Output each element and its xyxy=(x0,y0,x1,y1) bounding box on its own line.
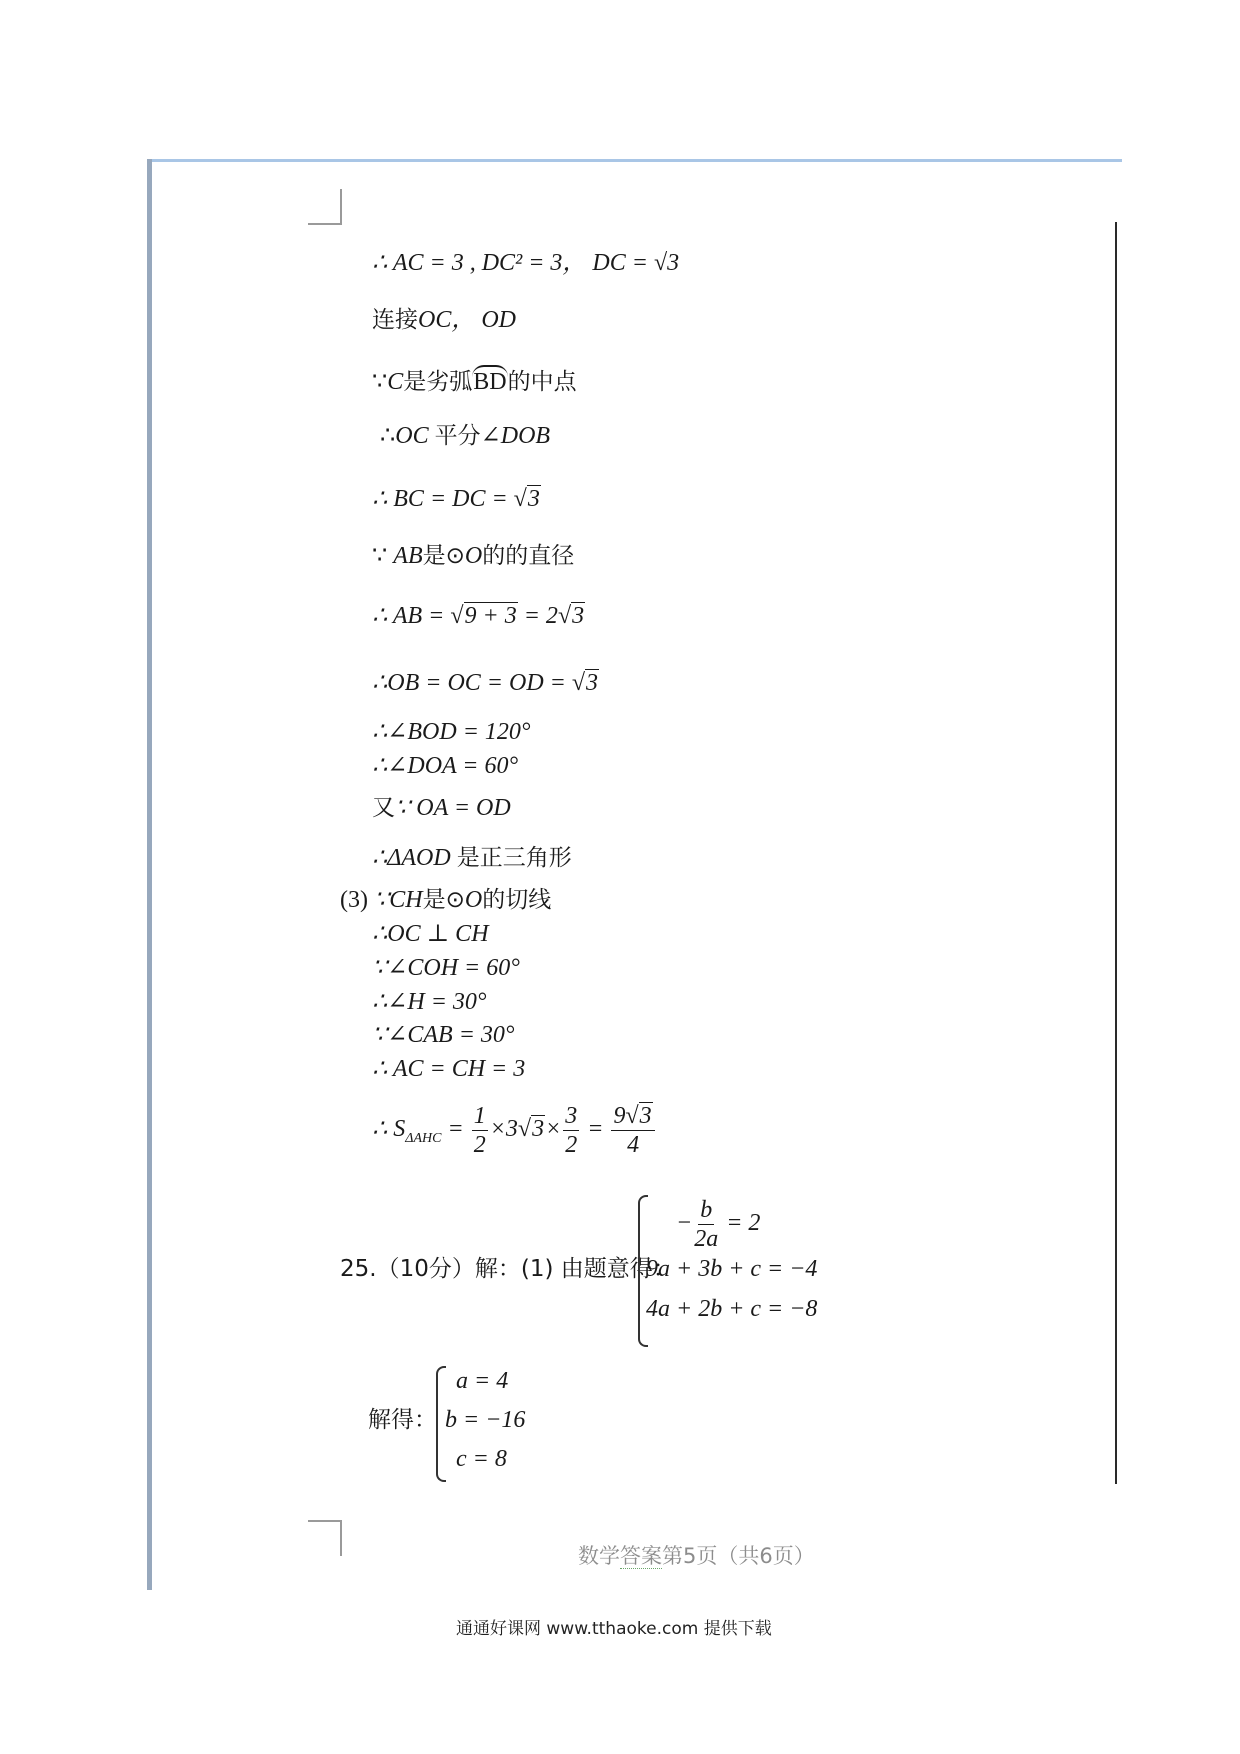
q25-label: 25.（10分）解：(1) 由题意得： xyxy=(340,1256,676,1282)
line-angle-coh: ∵∠COH = 60° xyxy=(372,955,520,981)
q25-eq2: 9a + 3b + c = −4 xyxy=(646,1256,818,1282)
page-corner-mark-bottom xyxy=(308,1520,342,1556)
page-top-border xyxy=(147,159,1122,162)
page-left-border xyxy=(147,159,152,1590)
page-corner-mark-top xyxy=(308,189,342,225)
line-angle-doa: ∴∠DOA = 60° xyxy=(372,753,519,779)
line-c-midpoint: ∵C是劣弧BD的中点 xyxy=(372,365,577,397)
line-ac-ch: ∴ AC = CH = 3 xyxy=(372,1056,526,1082)
solution-a: a = 4 xyxy=(456,1368,509,1394)
line-ac-dc: ∴ AC = 3 , DC² = 3， DC = √3 xyxy=(372,250,680,276)
page-footer: 数学答案第5页（共6页） xyxy=(578,1544,815,1568)
q25-eq3: 4a + 2b + c = −8 xyxy=(646,1296,818,1322)
solution-b: b = −16 xyxy=(445,1407,526,1433)
line-angle-cab: ∵∠CAB = 30° xyxy=(372,1022,515,1048)
line-angle-h: ∴∠H = 30° xyxy=(372,989,487,1015)
line-oc-perp-ch: ∴OC ⊥ CH xyxy=(372,921,489,947)
line-bc-dc: ∴ BC = DC = √3 xyxy=(372,486,540,512)
line-equilateral: ∴ΔAOD 是正三角形 xyxy=(372,845,572,871)
line-ob-oc-od: ∴OB = OC = OD = √3 xyxy=(372,670,599,696)
line-oa-od: 又∵ OA = OD xyxy=(372,795,511,821)
line-ab-value: ∴ AB = √9 + 3 = 2√3 xyxy=(372,603,585,629)
line-angle-bod: ∴∠BOD = 120° xyxy=(372,719,531,745)
q25-eq1: − $\frac{b}{2a}$ = 2 xyxy=(676,1197,761,1252)
line-area-ahc: ∴ $S_{\Delta AHC}$ = $\frac{1}{2}$ ×3√3× $\frac{3}{2}$ = $\frac{9√3}{4}$ xyxy=(372,1102,657,1159)
page-right-margin-line xyxy=(1115,222,1117,1484)
line-ab-diameter: ∵ AB是⊙O的的直径 xyxy=(372,543,575,569)
line-part3-tangent: (3) ∵CH是⊙O的切线 xyxy=(340,887,552,913)
solution-c: c = 8 xyxy=(456,1446,507,1472)
solution-label: 解得： xyxy=(368,1407,437,1433)
site-credit: 通通好课网 www.tthaoke.com 提供下载 xyxy=(456,1619,772,1639)
line-oc-bisects: ∴OC 平分∠DOB xyxy=(380,423,551,449)
line-connect-oc-od: 连接OC， OD xyxy=(372,307,517,333)
